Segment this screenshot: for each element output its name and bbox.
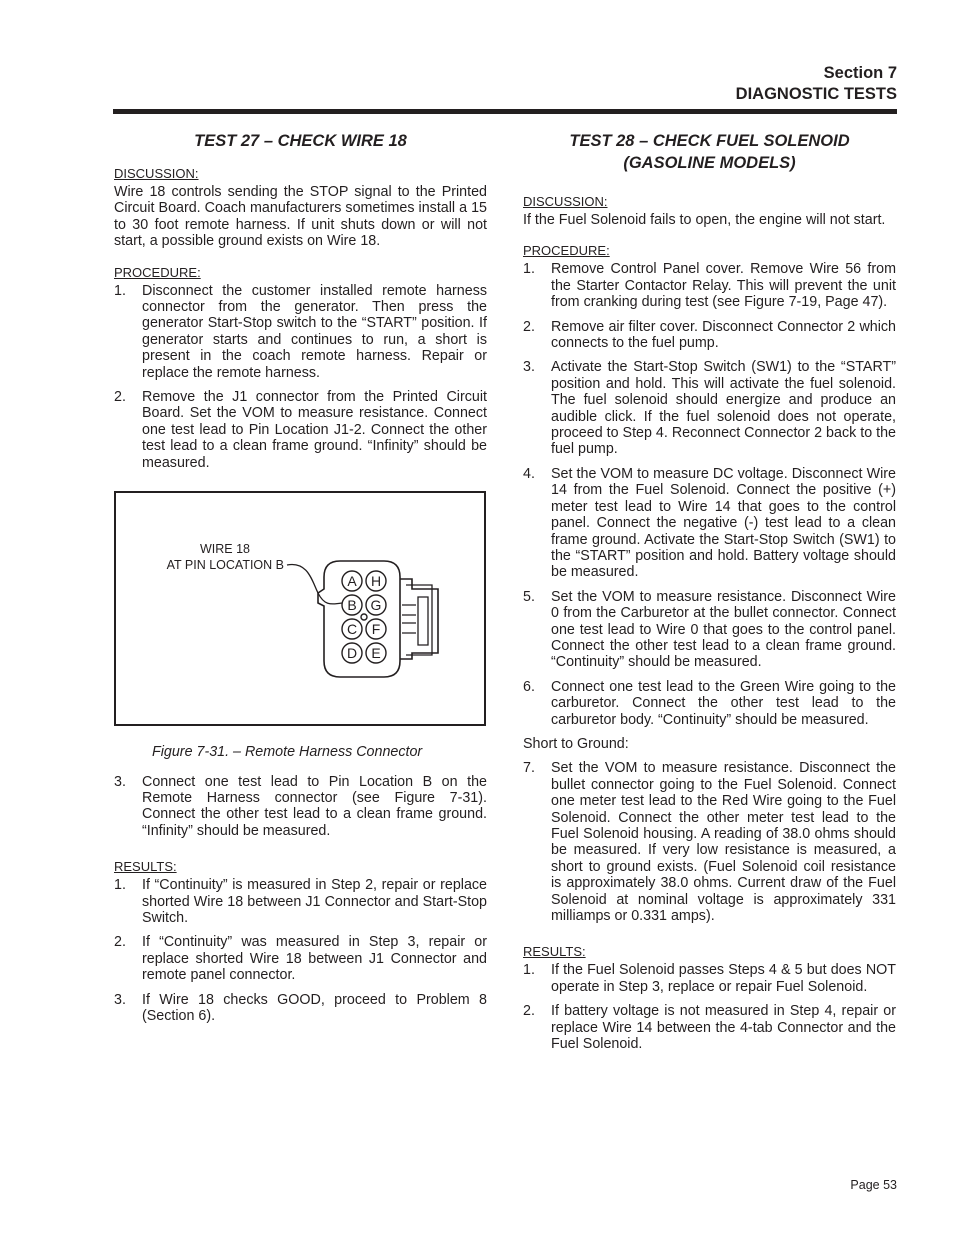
pin-label: E: [371, 645, 381, 662]
item-text: Connect one test lead to the Green Wire going to the carburetor. Connect the other test lead to the carburetor body. “Continuity” should be measured.: [551, 678, 896, 728]
list-item: [114, 283, 487, 381]
pin-label: C: [346, 621, 358, 638]
item-text: Connect one test lead to Pin Location B on the Remote Harness connector (see Figure 7-31). Connect the other test lead to a clean frame ground. “Infinity” should be measured.: [142, 773, 487, 839]
title-line-1: TEST 28 – CHECK FUEL SOLENOID: [569, 132, 850, 150]
item-number: 2.: [114, 934, 126, 951]
item-text: Remove Control Panel cover. Remove Wire 56 from the Starter Contactor Relay. This will prevent the unit from cranking during test (see Figure 7-19, Page 47).: [551, 261, 896, 311]
list-item: [523, 466, 896, 581]
item-number: 2.: [114, 389, 126, 406]
callout-line-1: WIRE 18: [199, 542, 250, 557]
list-item: [114, 389, 487, 471]
list-item: [523, 962, 896, 995]
item-number: 7.: [523, 760, 535, 777]
item-text: Set the VOM to measure resistance. Disconnect the bullet connector going to the Fuel Solenoid. Connect one meter test lead to the Red Wire going to the Fuel Solenoid. Connect the other meter test lead to the Fuel Solenoid housing. A reading of 38.0 ohms should be measured. If very low resistance is measured, a short to ground exists. (Fuel Solenoid coil resistance is approximately 38.0 ohms. Current draw of the Fuel Solenoid at nominal voltage is approximately 331 milliamps or 0.331 amps).: [551, 760, 896, 925]
item-number: 6.: [523, 678, 535, 695]
pin-label: G: [370, 597, 382, 614]
page-header: [736, 63, 897, 105]
test-27-title: TEST 27 – CHECK WIRE 18: [194, 132, 407, 150]
item-text: Remove the J1 connector from the Printed Circuit Board. Set the VOM to measure resistance. Connect one test lead to Pin Location J1-2. Connect the other test lead to a clean frame ground. “Infinity” should be measured.: [142, 389, 487, 471]
callout-line-2: AT PIN LOCATION B: [166, 558, 284, 573]
item-number: 2.: [523, 1003, 535, 1020]
item-number: 1.: [523, 261, 535, 278]
procedure-heading: PROCEDURE:: [523, 243, 610, 259]
item-number: 1.: [114, 877, 126, 894]
section-number: Section 7: [823, 64, 897, 82]
test-28-title: [523, 130, 896, 174]
discussion-text: If the Fuel Solenoid fails to open, the engine will not start.: [523, 212, 886, 228]
list-item: [523, 261, 896, 310]
item-number: 1.: [523, 962, 535, 979]
left-column: [114, 130, 487, 1032]
item-number: 4.: [523, 465, 535, 482]
item-text: If “Continuity” was measured in Step 3, repair or replace shorted Wire 18 between J1 Connector and remote panel connector.: [142, 934, 487, 984]
item-number: 3.: [114, 773, 126, 790]
item-text: If Wire 18 checks GOOD, proceed to Problem 8 (Section 6).: [142, 991, 487, 1024]
discussion-heading: DISCUSSION:: [114, 166, 199, 181]
pin-label: F: [371, 621, 381, 638]
pin-label: H: [370, 573, 382, 590]
figure-caption: Figure 7-31. – Remote Harness Connector: [152, 744, 423, 761]
section-title: DIAGNOSTIC TESTS: [735, 85, 897, 103]
page-number: Page 53: [850, 1178, 897, 1192]
list-item: [114, 877, 487, 926]
item-text: Set the VOM to measure resistance. Disconnect Wire 0 from the Carburetor at the bullet connector. Connect one test lead to Wire 0 that goes to the control panel. Connect the other test lead to a clean frame ground. “Continuity” should be measured.: [551, 588, 896, 671]
item-text: If “Continuity” is measured in Step 2, repair or replace shorted Wire 18 between J1 Connector and Start-Stop Switch.: [142, 877, 487, 926]
list-item: [523, 679, 896, 728]
item-text: Disconnect the customer installed remote harness connector from the generator. Then press the generator Start-Stop switch to the “START” position. If generator starts and continues to run, a short is present in the coach remote harness. Repair or replace the remote harness.: [142, 282, 487, 381]
results-heading: RESULTS:: [523, 944, 586, 960]
remote-harness-figure: [114, 491, 486, 726]
results-heading: RESULTS:: [114, 859, 177, 875]
list-item: [114, 934, 487, 983]
item-text: Set the VOM to measure DC voltage. Disconnect Wire 14 from the Fuel Solenoid. Connect the positive (+) meter test lead to Wire 14 that goes to the control panel. Connect the negative (-) test lead to a clean frame ground. Activate the Start-Stop Switch (SW1) to the “START” position and hold. Battery voltage should be measured.: [551, 465, 896, 581]
item-number: 3.: [114, 991, 126, 1008]
item-number: 2.: [523, 318, 535, 335]
connector-drawing: [116, 493, 484, 724]
item-number: 5.: [523, 588, 535, 605]
pin-label: A: [347, 573, 357, 590]
item-number: 1.: [114, 282, 126, 299]
short-to-ground-label: Short to Ground:: [523, 735, 629, 752]
list-item: [523, 1003, 896, 1052]
list-item: [523, 319, 896, 352]
procedure-heading: PROCEDURE:: [114, 264, 201, 280]
list-item: [523, 589, 896, 671]
pin-label: B: [347, 597, 357, 614]
right-column: [523, 130, 896, 1060]
title-line-2: (GASOLINE MODELS): [623, 154, 796, 172]
discussion-text: Wire 18 controls sending the STOP signal to the Printed Circuit Board. Coach manufacturers sometimes install a 15 to 30 foot remote harness. If unit shuts down or will not start, a possible ground exists on Wire 18.: [114, 184, 487, 250]
header-rule: [113, 109, 897, 114]
list-item: [523, 359, 896, 457]
item-text: Remove air filter cover. Disconnect Connector 2 which connects to the fuel pump.: [551, 318, 896, 352]
item-text: Activate the Start-Stop Switch (SW1) to the “START” position and hold. This will activate the fuel solenoid. The fuel solenoid should energize and produce an audible click. If the fuel solenoid does not operate, proceed to Step 4. Reconnect Connector 2 back to the fuel pump.: [551, 359, 896, 458]
list-item: [114, 774, 487, 840]
discussion-heading: DISCUSSION:: [523, 194, 608, 209]
item-text: If the Fuel Solenoid passes Steps 4 & 5 but does NOT operate in Step 3, replace or repair Fuel Solenoid.: [551, 962, 896, 995]
list-item: [523, 760, 896, 924]
list-item: [114, 992, 487, 1025]
item-number: 3.: [523, 359, 535, 376]
item-text: If battery voltage is not measured in Step 4, repair or replace Wire 14 between the 4-tab Connector and the Fuel Solenoid.: [551, 1003, 896, 1053]
pin-label: D: [346, 645, 358, 662]
